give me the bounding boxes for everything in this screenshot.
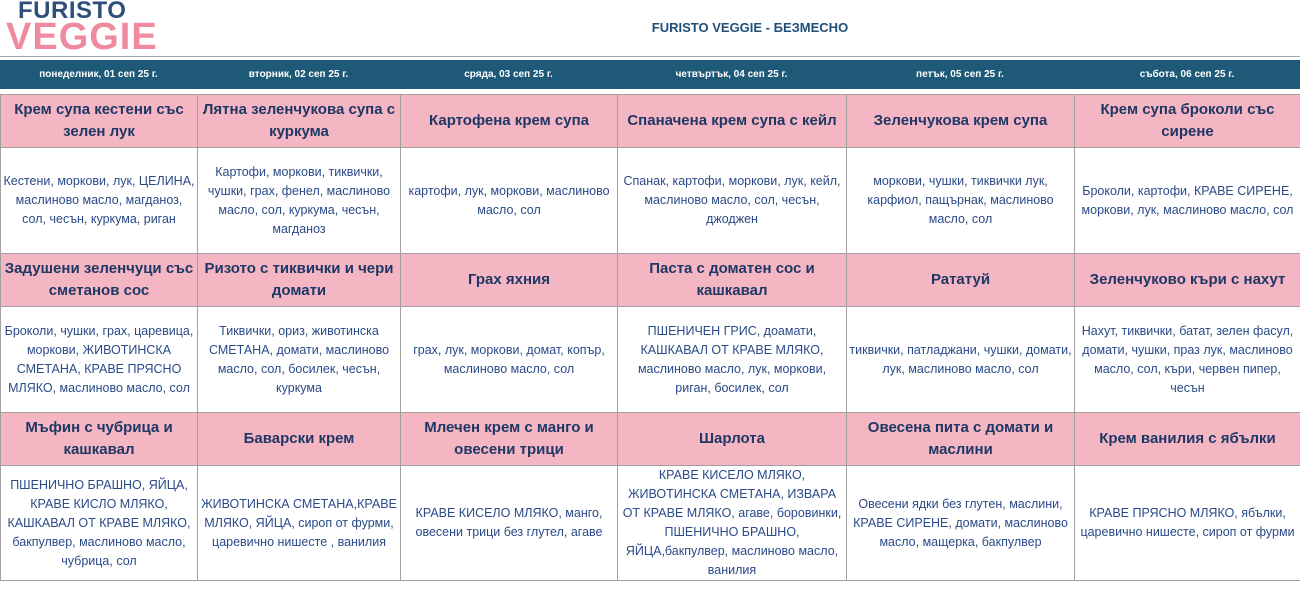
ingredients: Нахут, тиквички, батат, зелен фасул, домати, чушки, праз лук, маслиново масло, сол, къри, червен пипер, чесън — [1075, 307, 1300, 413]
ingredients: КРАВЕ КИСЕЛО МЛЯКО, манго, овесени трици без глутел, агаве — [401, 466, 618, 581]
ingredients-row — [1, 307, 1300, 413]
ingredients: моркови, чушки, тиквички лук, карфиол, пащърнак, маслиново масло, сол — [847, 148, 1075, 254]
menu-table — [0, 94, 1300, 581]
ingredients: Кестени, моркови, лук, ЦЕЛИНА, маслиново масло, магданоз, сол, чесън, куркума, риган — [1, 148, 198, 254]
ingredients: ПШЕНИЧНО БРАШНО, ЯЙЦА, КРАВЕ КИСЛО МЛЯКО, КАШКАВАЛ ОТ КРАВЕ МЛЯКО, бакпулвер, маслиново масло, чубрица, сол — [1, 466, 198, 581]
dish-name: Грах яхния — [401, 254, 618, 307]
dish-row — [1, 413, 1300, 466]
logo-bottom-text: VEGGIE — [6, 16, 158, 58]
ingredients: ЖИВОТИНСКА СМЕТАНА,КРАВЕ МЛЯКО, ЯЙЦА, сироп от фурми, царевично нишесте , ванилия — [198, 466, 401, 581]
day-header-bar — [0, 60, 1300, 89]
day-header: понеделник, 01 сеп 25 г. — [39, 69, 158, 80]
ingredients-row — [1, 466, 1300, 581]
dish-name: Крем ванилия с ябълки — [1075, 413, 1300, 466]
dish-name: Шарлота — [618, 413, 847, 466]
dish-name: Ризото с тиквички и чери домати — [198, 254, 401, 307]
page-title: FURISTO VEGGIE - БЕЗМЕСНО — [651, 20, 849, 35]
dish-name: Млечен крем с манго и овесени трици — [401, 413, 618, 466]
ingredients: КРАВЕ ПРЯСНО МЛЯКО, ябълки, царевично нишесте, сироп от фурми — [1075, 466, 1300, 581]
ingredients: Тиквички, ориз, животинска СМЕТАНА, домати, маслиново масло, сол, босилек, чесън, куркума — [198, 307, 401, 413]
dish-name: Задушени зеленчуци със сметанов сос — [1, 254, 198, 307]
dish-name: Паста с доматен сос и кашкавал — [618, 254, 847, 307]
ingredients: Картофи, моркови, тиквички, чушки, грах, фенел, маслиново масло, сол, куркума, чесън, магданоз — [198, 148, 401, 254]
logo — [6, 0, 196, 58]
dish-name: Овесена пита с домати и маслини — [847, 413, 1075, 466]
dish-name: Баварски крем — [198, 413, 401, 466]
day-header: събота, 06 сеп 25 г. — [1139, 69, 1235, 80]
dish-row — [1, 95, 1300, 148]
dish-name: Зеленчуково къри с нахут — [1075, 254, 1300, 307]
dish-name: Крем супа кестени със зелен лук — [1, 95, 198, 148]
ingredients: картофи, лук, моркови, маслиново масло, сол — [401, 148, 618, 254]
dish-name: Крем супа броколи със сирене — [1075, 95, 1300, 148]
ingredients: грах, лук, моркови, домат, копър, маслиново масло, сол — [401, 307, 618, 413]
dish-name: Мъфин с чубрица и кашкавал — [1, 413, 198, 466]
ingredients-row — [1, 148, 1300, 254]
ingredients: Овесени ядки без глутен, маслини, КРАВЕ СИРЕНЕ, домати, маслиново масло, мащерка, бакпулвер — [847, 466, 1075, 581]
day-header: сряда, 03 сеп 25 г. — [464, 69, 553, 80]
dish-name: Картофена крем супа — [401, 95, 618, 148]
logo-top-text: FURISTO — [18, 0, 127, 24]
dish-name: Рататуй — [847, 254, 1075, 307]
dish-name: Зеленчукова крем супа — [847, 95, 1075, 148]
dish-name: Лятна зеленчукова супа с куркума — [198, 95, 401, 148]
ingredients: Броколи, картофи, КРАВЕ СИРЕНЕ, моркови, лук, маслиново масло, сол — [1075, 148, 1300, 254]
ingredients: Спанак, картофи, моркови, лук, кейл, маслиново масло, сол, чесън, джоджен — [618, 148, 847, 254]
ingredients: тиквички, патладжани, чушки, домати, лук, маслиново масло, сол — [847, 307, 1075, 413]
day-header: четвъртък, 04 сеп 25 г. — [675, 69, 788, 80]
day-header: вторник, 02 сеп 25 г. — [248, 69, 349, 80]
dish-name: Спаначена крем супа с кейл — [618, 95, 847, 148]
header — [0, 0, 1300, 57]
ingredients: Броколи, чушки, грах, царевица, моркови, ЖИВОТИНСКА СМЕТАНА, КРАВЕ ПРЯСНО МЛЯКО, маслиново масло, сол — [1, 307, 198, 413]
ingredients: ПШЕНИЧЕН ГРИС, доамати, КАШКАВАЛ ОТ КРАВЕ МЛЯКО, маслиново масло, лук, моркови, риган, босилек, сол — [618, 307, 847, 413]
day-header: петък, 05 сеп 25 г. — [916, 69, 1004, 80]
dish-row — [1, 254, 1300, 307]
ingredients: КРАВЕ КИСЕЛО МЛЯКО, ЖИВОТИНСКА СМЕТАНА, ИЗВАРА ОТ КРАВЕ МЛЯКО, агаве, боровинки, ПШЕНИЧНО БРАШНО, ЯЙЦА,бакпулвер, маслиново масло, ванилия — [618, 466, 847, 581]
